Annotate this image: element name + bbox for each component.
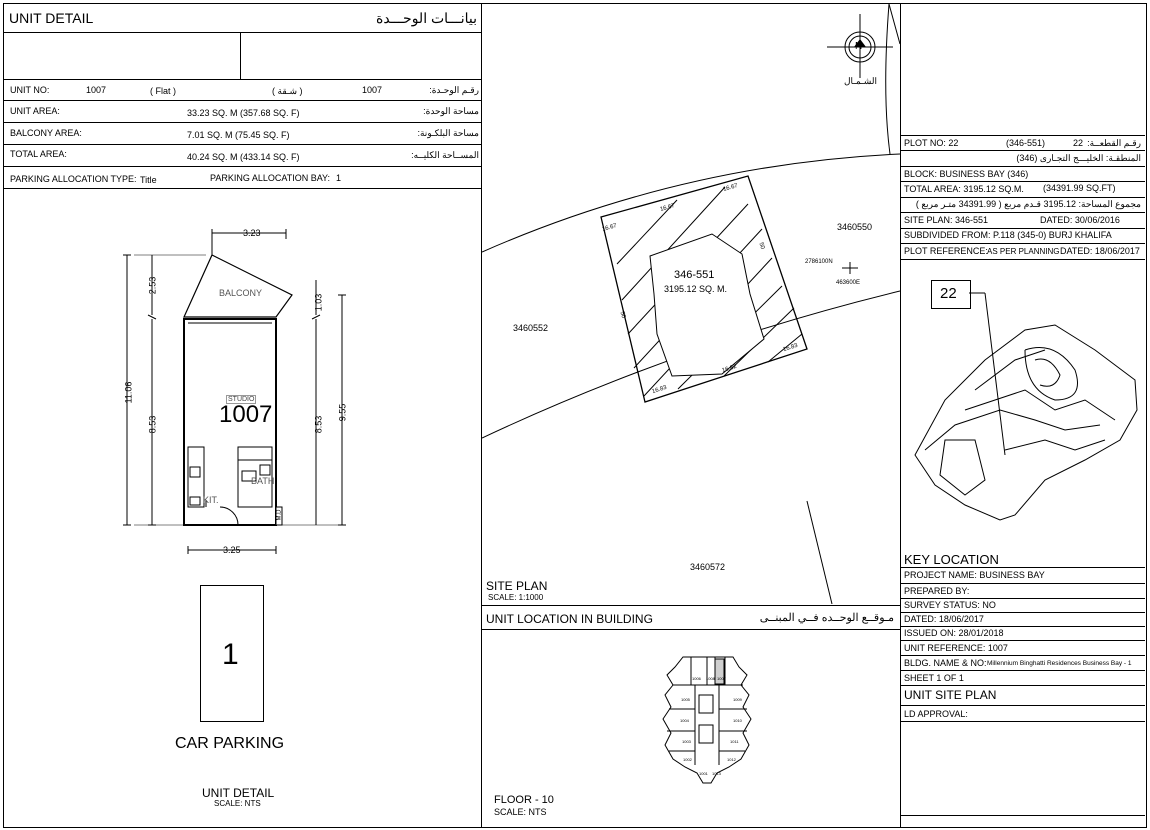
floor-scale: SCALE: NTS — [494, 807, 547, 817]
parking-type-value: Title — [140, 175, 157, 185]
floor-unit-1004: 1004 — [680, 718, 689, 723]
total-area-ar: مجموع المساحة: 3195.12 قـدم مربع ( 34391.99 متـر مربع ) — [915, 199, 1141, 209]
rule — [900, 655, 1145, 656]
floor-unit-1003: 1003 — [682, 739, 691, 744]
floor-unit-1008: 1008 — [706, 676, 715, 681]
rule — [3, 100, 481, 101]
rule — [900, 259, 1145, 260]
floor-unit-1007: 1007 — [717, 676, 726, 681]
unit-location-title: UNIT LOCATION IN BUILDING — [486, 612, 653, 626]
floor-unit-1011: 1011 — [730, 739, 739, 744]
studio-label: STUDIO — [228, 396, 255, 403]
edge-length-2: 16.67 — [659, 203, 676, 213]
plot-no: PLOT NO: 22 — [904, 138, 959, 148]
neighbor-north: 3460550 — [837, 222, 873, 232]
total-area-label: TOTAL AREA: — [10, 149, 67, 159]
building-floor-plan — [655, 655, 760, 785]
edge-length-6: 16.83 — [782, 342, 799, 354]
unit-floor-plan — [110, 215, 370, 565]
rule — [900, 598, 1145, 599]
kit-label: KIT. — [203, 495, 219, 505]
unit-no-value: 1007 — [86, 85, 107, 95]
edge-length-1: 16.67 — [601, 223, 618, 233]
dated: DATED: 18/06/2017 — [904, 614, 984, 624]
rule — [900, 567, 1145, 568]
unit-type-ar: ( شـقة ) — [272, 86, 303, 96]
edge-length-8: 16.83 — [651, 384, 668, 396]
rule — [481, 605, 900, 606]
rule — [481, 629, 900, 630]
rule — [900, 640, 1145, 641]
rule — [900, 197, 1145, 198]
dim-bottom: 3.25 — [223, 545, 241, 555]
floor-unit-1001: 1001 — [699, 771, 708, 776]
parking-number: 1 — [222, 638, 239, 671]
dim-left-top: 2.53 — [147, 276, 158, 295]
key-location-title: KEY LOCATION — [904, 552, 999, 567]
bath-label: BATH — [251, 476, 275, 486]
total-area-label-ar: المســاحة الكليــه: — [411, 150, 479, 160]
rule — [3, 166, 481, 167]
key-location-plot-label: 22 — [940, 285, 957, 302]
unit-number-label: 1007 — [219, 401, 273, 428]
parking-type-label: PARKING ALLOCATION TYPE: — [10, 174, 137, 184]
rule — [900, 135, 1145, 136]
unit-detail-title: UNIT DETAIL — [9, 10, 94, 26]
md-label: M.D — [276, 509, 283, 521]
rule — [900, 150, 1145, 151]
edge-length-7: 16.82 — [721, 363, 738, 375]
rule — [900, 212, 1145, 213]
total-area: TOTAL AREA: 3195.12 SQ.M. — [904, 184, 1024, 194]
plot-id: 346-551 — [674, 269, 715, 281]
parking-bay-value: 1 — [336, 173, 342, 183]
floor-unit-1006: 1006 — [692, 676, 701, 681]
parking-label: CAR PARKING — [175, 735, 285, 752]
neighbor-west: 3460552 — [513, 323, 549, 333]
dim-total: 11.06 — [123, 381, 134, 404]
edge-length-4: 50 — [618, 310, 627, 320]
project-name: PROJECT NAME: BUSINESS BAY — [904, 570, 1045, 580]
floor-unit-1010: 1010 — [733, 718, 742, 723]
rule — [900, 228, 1145, 229]
rule — [900, 626, 1145, 627]
floor-unit-1013: 1013 — [712, 771, 721, 776]
floor-unit-1002: 1002 — [683, 757, 692, 762]
rule — [3, 79, 481, 80]
unit-site-plan-title: UNIT SITE PLAN — [904, 688, 997, 702]
unit-reference: UNIT REFERENCE: 1007 — [904, 643, 1008, 653]
site-plan-date: DATED: 30/06/2016 — [1040, 215, 1120, 225]
block: BLOCK: BUSINESS BAY (346) — [904, 169, 1029, 179]
area-ar: المنطقـة: الخليـــج التجـارى (346) — [1016, 153, 1141, 163]
plot-reference-value: AS PER PLANNING — [987, 247, 1060, 256]
balcony-label: BALCONY — [219, 288, 263, 298]
site-plan-scale: SCALE: 1:1000 — [488, 593, 544, 602]
coordinate-north: 2786100N — [805, 259, 833, 265]
unit-detail-caption-scale: SCALE: NTS — [214, 799, 261, 808]
floor-label: FLOOR - 10 — [494, 794, 554, 806]
balcony-area-label: BALCONY AREA: — [10, 128, 82, 138]
floor-unit-1005: 1005 — [681, 697, 690, 702]
rule — [900, 612, 1145, 613]
north-label-ar: الشـمـال — [844, 76, 878, 86]
dim-right-mid: 8.53 — [313, 415, 324, 434]
rule — [3, 32, 481, 33]
bldg-name-value: Millennium Binghatti Residences Business Bay - 1 — [987, 660, 1132, 667]
dim-right-total: 9.55 — [337, 403, 348, 422]
divider-middle-right — [900, 3, 901, 827]
floor-unit-1012: 1012 — [727, 757, 736, 762]
rule — [900, 685, 1145, 686]
balcony-area-value: 7.01 SQ. M (75.45 SQ. F) — [187, 130, 290, 140]
dim-right-top: 1.03 — [313, 293, 324, 312]
plot-reference-label: PLOT REFERENCE: — [904, 246, 988, 256]
site-plan-number: SITE PLAN: 346-551 — [904, 215, 989, 225]
plot-no-ar-value: 22 — [1073, 138, 1084, 148]
edge-length-5: 50 — [757, 241, 766, 251]
bldg-name-label: BLDG. NAME & NO: — [904, 658, 987, 668]
unit-area-value: 33.23 SQ. M (357.68 SQ. F) — [187, 108, 300, 118]
plot-reference-date: DATED: 18/06/2017 — [1060, 246, 1140, 256]
unit-type: ( Flat ) — [150, 86, 176, 96]
issued-on: ISSUED ON: 28/01/2018 — [904, 628, 1004, 638]
north-label: N — [855, 41, 863, 52]
dim-left-mid: 8.53 — [147, 415, 158, 434]
total-area-value: 40.24 SQ. M (433.14 SQ. F) — [187, 152, 300, 162]
prepared-by: PREPARED BY: — [904, 586, 970, 596]
rule — [900, 243, 1145, 244]
unit-location-title-ar: مـوقــع الوحــده فــي المبنــى — [759, 612, 894, 624]
site-plan-title: SITE PLAN — [486, 579, 548, 593]
rule — [3, 144, 481, 145]
unit-no-value-ar: 1007 — [362, 85, 383, 95]
rule — [900, 705, 1145, 706]
unit-no-label: UNIT NO: — [10, 85, 50, 95]
rule — [3, 122, 481, 123]
rule — [900, 181, 1145, 182]
key-location-map — [905, 290, 1145, 525]
rule — [3, 188, 481, 189]
parking-bay-label: PARKING ALLOCATION BAY: — [210, 173, 331, 183]
floor-unit-1009: 1009 — [733, 697, 742, 702]
coordinate-east: 463600E — [836, 280, 861, 286]
plot-area: 3195.12 SQ. M. — [664, 284, 728, 294]
rule — [240, 32, 241, 79]
rule — [900, 721, 1145, 722]
plot-no-ar-label: رقـم القطعــة: — [1087, 138, 1141, 148]
unit-detail-title-ar: بيانـــات الوحـــدة — [376, 10, 477, 26]
survey-status: SURVEY STATUS: NO — [904, 600, 996, 610]
ld-approval: LD APPROVAL: — [904, 709, 968, 719]
edge-length-3: 16.67 — [722, 183, 739, 193]
rule — [900, 583, 1145, 584]
unit-no-label-ar: رقـم الوحـدة: — [429, 85, 479, 95]
total-area-ft: (34391.99 SQ.FT) — [1043, 183, 1116, 193]
balcony-area-label-ar: مساحة البلكـونة: — [417, 128, 479, 138]
neighbor-south: 3460572 — [690, 562, 726, 572]
rule — [900, 815, 1145, 816]
unit-area-label: UNIT AREA: — [10, 106, 60, 116]
rule — [900, 670, 1145, 671]
plot-ref: (346-551) — [1006, 138, 1046, 148]
unit-detail-caption-title: UNIT DETAIL — [202, 786, 275, 800]
subdivided-from: SUBDIVIDED FROM: P.118 (345-0) BURJ KHALIFA — [904, 230, 1112, 240]
rule — [900, 166, 1145, 167]
site-plan-drawing — [482, 4, 900, 604]
unit-area-label-ar: مساحة الوحدة: — [423, 106, 479, 116]
sheet-number: SHEET 1 OF 1 — [904, 673, 964, 683]
dim-top: 3.23 — [243, 228, 261, 238]
